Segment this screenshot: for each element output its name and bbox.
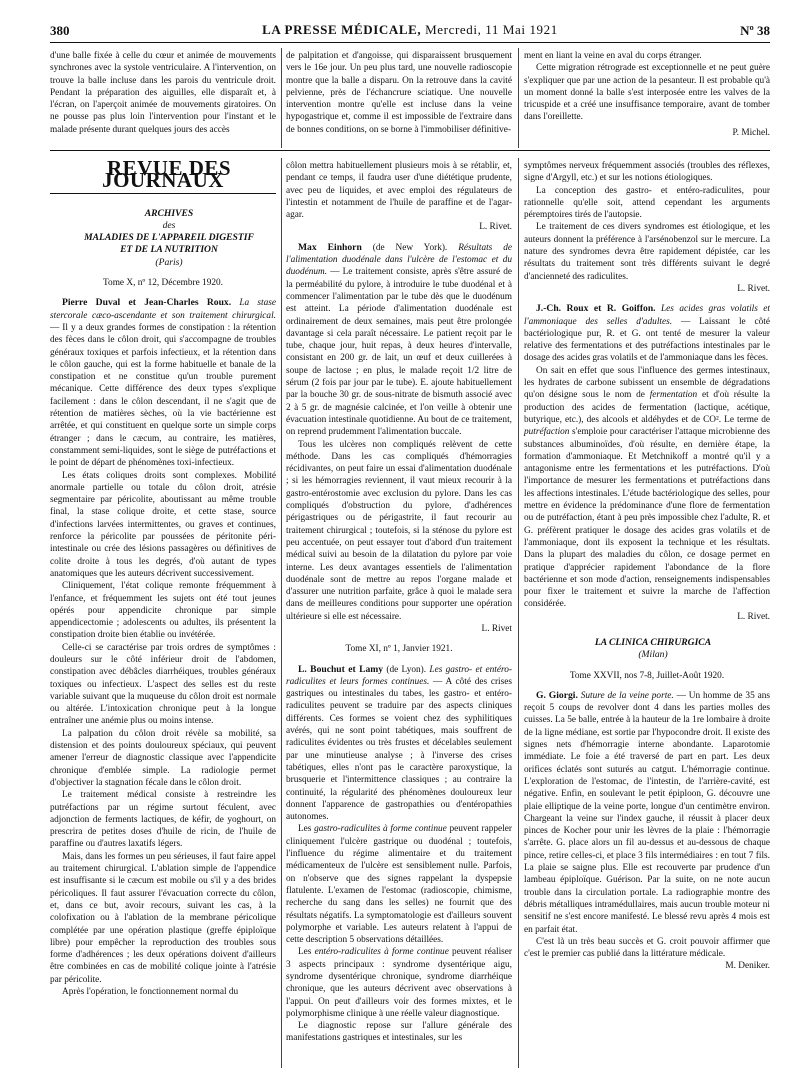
signature-rivet: L. Rivet. [737, 283, 770, 294]
column-rule [518, 48, 519, 148]
signature-michel: P. Michel. [732, 127, 770, 138]
top-text-2: de palpitation et d'angoisse, qui disparaissent brusquement vers le 16e jour. Un peu plus tard, une nouvelle radioscopie montre que la balle a disparu. On la retrouve dans la cavité pelvienne, près de l'échancrure sciatique. Une nouvelle intervention montre qu'elle est incluse dans la veine hypogastrique et, comme il est impossible de l'extraire dans de bonnes conditions, on se borne à l'immobiliser définitive- [286, 51, 512, 135]
tome-line: Tome X, nº 12, Décembre 1920. [103, 278, 223, 289]
article-authors: G. Giorgi. [536, 689, 578, 701]
article-title: La stase stercorale cæco-ascendante et son traitement chirurgical. [50, 298, 276, 321]
article-paragraph: Max Einhorn (de New York). Résultats de l'alimentation duodénale dans l'ulcère de l'estomac et du duodénum. — Le traitement consiste, après s'être assuré de la perméabilité du pylore, à introduire le tube duodénal et à commencer l'alimentation par le tube dès que le duodénum est atteint. La période d'alimentation duodénale est ordinairement de deux semaines, mais peut être prolongée davantage si cela paraît nécessaire. Le patient reçoit par le tube, chaque jour, huit repas, à deux heures d'intervalle, consistant en 200 gr. de lait, un œuf et deux cuillerées à soupe de lactose ; en plus, le malade reçoit 1/2 litre de sérum (2 fois par jour par le tube). E. ajoute habituellement par la bouche 30 gr. de sous-nitrate de bismuth associé avec 2 à 5 gr. de magnésie calcinée, et l'on veille à obtenir une évacuation intestinale quotidienne. Au bout de ce traitement, on reprend prudemment l'alimentation buccale. [286, 241, 513, 438]
signature-rivet: L. Rivet. [479, 222, 512, 233]
journal-city: (Paris) [155, 256, 183, 268]
article-paragraph: Les entéro-radiculites à forme continue peuvent réaliser 3 aspects principaux : syndrome dysentérique aigu, syndrome dysentérique chronique, syndrome diarrhéique chronique, que les auteurs décrivent avec observations à l'appui. On peut d'ailleurs voir des formes mixtes, et le polymorphisme clinique à une réelle valeur diagnostique. [286, 947, 513, 1019]
article-paragraph: Tous les ulcères non compliqués relèvent de cette méthode. Dans les cas compliqués d'hémorragies récidivantes, on peut faire un essai d'alimentation duodénale ; si les hémorragies reviennent, il vaut mieux recourir à la gastro-entérostomie avec exclusion du pylore. Dans les cas compliqués d'obstruction du pylore, d'adhérences périgastriques ou de périgastrite, il faut recourir au traitement chirurgical ; toutefois, si la sténose du pylore est peu accentuée, on peut essayer tout d'abord d'un traitement médical suivi au besoin de la dilatation du pylore par voie interne. Les deux avantages essentiels de l'alimentation duodénale sont de mettre au repos l'organe malade et d'assurer une nutrition parfaite, grâce à quoi le malade sera dans de meilleures conditions pour supporter une opération ultérieure si elle est nécessaire. [286, 439, 512, 622]
journal-heading: LA CLINICA CHIRURGICA [594, 636, 712, 648]
column-rule [281, 48, 282, 148]
article-authors: Max Einhorn [298, 241, 362, 253]
article-paragraph: La conception des gastro- et entéro-radiculites, pour rationnelle qu'elle soit, attend cependant les arguments péremptoires tirés de l'autopsie. [524, 185, 770, 221]
body-column-3 [524, 160, 770, 973]
signature-rivet: L. Rivet. [737, 611, 770, 622]
article-paragraph: G. Giorgi. Suture de la veine porte. — Un homme de 35 ans reçoit 5 coups de revolver dont 4 dans les parties molles des cuisses. La 5e balle, entrée à la hauteur de la 1re lombaire à droite de la ligne médiane, est sortie par l'hypocondre droit. Il existe des signes nets d'hémorragie interne abondante. Laparotomie immédiate. Le foie a été traversé de part en part. Les deux orifices éclatés sont suturés au catgut. L'hémorragie continue. L'exploration de l'estomac, de l'intestin, de l'arrière-cavité, est négative. Enfin, en soulevant le petit épiploon, G. découvre une plaie elliptique de la veine porte, longue d'un centimètre environ. Chargeant la veine sur l'index gauche, il réussit à placer deux pinces de Kocher pour unir les lèvres de la plaie : l'hémorragie s'arrête. G. place alors un fil au-dessus et au-dessous de chaque pince, retire celles-ci, et place 3 fils intermédiaires : en tout 7 fils. La plaie se saigne plus. Elle est recouverte par prudence d'un lambeau épiploïque. Guérison. Par la suite, on ne note aucun trouble dans la circulation portale. La radiographie montre des débris métalliques intramédullaires, mais aucun trouble moteur ni sensitif ne s'est encore manifesté. Le blessé revu après 4 mois est en parfait état. [524, 689, 770, 935]
article-paragraph: Les gastro-radiculites à forme continue peuvent rappeler cliniquement l'ulcère gastrique ou duodénal ; toutefois, l'influence du régime alimentaire et du traitement médicamenteux de l'ulcère est sensiblement nulle. Parfois, on n'observe que des signes rappelant la dyspepsie flatulente. L'examen de l'estomac (radioscopie, chimisme, recherche du sang dans les selles) ne fournit que des résultats négatifs. La symptomatologie est d'ailleurs souvent polymorphe et variable. Les auteurs relatent à l'appui de cette description 5 observations détaillées. [286, 824, 512, 946]
tome-line: Tome XXVII, nos 7-8, Juillet-Août 1920. [569, 670, 725, 681]
article-paragraph: Après l'opération, le fonctionnement normal du [62, 987, 239, 997]
article-paragraph: Cliniquement, l'état colique remonte fréquemment à l'enfance, et fréquemment les sujets ont été tout jeunes opérés pour appendicite chronique par simple appendicectomie ; adolescents ou adultes, ils présentent la constipation droite bien établie ou invétérée. [50, 581, 276, 641]
running-header [50, 20, 770, 43]
tome-line: Tome XI, nº 1, Janvier 1921. [345, 644, 453, 655]
article-paragraph: J.-Ch. Roux et R. Goiffon. Les acides gras volatils et l'ammoniaque des selles d'adultes. — Laissant le côté bactériologique pur, R. et G. ont tenté de mesurer la valeur relative des fermentations et des putréfactions intestinales par le dosage des acides gras volatils et de l'ammoniaque dans les fèces. [524, 303, 771, 364]
article-paragraph: On sait en effet que sous l'influence des germes intestinaux, les hydrates de carbone subissent un ensemble de dégradations qu'on désigne sous le nom de fermentation et d'où résulte la production des acides de fermentation (lactique, acétique, butyrique, etc.), des alcools et aldéhydes et de CO². Le terme de putréfaction s'emploie pour caractériser l'attaque microbienne des substances albuminoïdes, d'où résulte, en dernière étape, la formation d'ammoniaque. Et Metchnikoff a montré qu'il y a antagonisme entre les fermentations et les putréfactions. D'où l'importance de mesurer les fermentations et putréfactions dans les affections intestinales. L'étude bactériologique des selles, pour mettre en évidence la prédominance d'une flore de fermentation ou de putréfaction, étant à peu près impossible chez l'adulte, R. et G. préfèrent pratiquer le dosage des acides gras volatils et de l'ammoniaque, dont ils exposent la technique et les résultats. Dans la plupart des maladies du côlon, ce dosage permet en pratique d'apprécier rapidement l'abondance de la flore bactérienne et son mode d'action, renseignements indispensables pour fixer le traitement et suivre la marche de l'affection considérée. [524, 365, 771, 610]
article-paragraph: Celle-ci se caractérise par trois ordres de symptômes : douleurs sur le côté inférieur droit de l'abdomen, constipation avec débâcles diarrhéiques, troubles généraux toxiques ou infectieux. L'aspect des selles est du reste variable suivant que la muqueuse du côlon droit est normale ou altérée. L'intoxication chronique peut à la longue entraîner une anémie plus ou moins intense. [50, 642, 276, 727]
body-column-1 [50, 158, 276, 998]
top-column-2 [286, 50, 512, 136]
journal-heading-line3: MALADIES DE L'APPAREIL DIGESTIF [84, 232, 254, 244]
article-paragraph: L. Bouchut et Lamy (de Lyon). Les gastro- et entéro-radiculites et leurs formes continues. — A côté des crises gastriques ou intestinales du tabes, les gastro- et entéro-radiculites peuvent se traduire par des aspects cliniques différents. Ces formes se voient chez des syphilitiques avérés, qui ne sont point tabétiques, mais souffrent de radiculites évidentes ou très frustes et décelables seulement par une minutieuse analyse ; à l'inverse des crises tabétiques, elles n'ont pas le caractère paroxystique, la brusquerie et l'intermittence classiques ; au contraire la continuité, la régularité des phénomènes douloureux leur donnent l'apparence de gastropathies ou d'entéropathies autonomes. [286, 663, 513, 823]
section-title: REVUE DES JOURNAUX [102, 156, 232, 193]
top-text-3a: ment en liant la veine en aval du corps étranger. [524, 51, 702, 61]
article-title: Résultats de l'alimentation duodénale dans l'ulcère de l'estomac et du duodénum. [286, 242, 512, 278]
article-title: Les gastro- et entéro-radiculites et leurs formes continues. [286, 664, 512, 687]
article-title: Suture de la veine porte. [580, 690, 674, 701]
page-number: 380 [50, 23, 70, 38]
article-paragraph: La palpation du côlon droit révèle sa mobilité, sa distension et des points douloureux spéciaux, qui peuvent amener l'erreur de diagnostic classique avec l'appendicite chronique d'emblée simple. La radiologie permet d'objectiver la stagnation fécale dans le côlon droit. [50, 728, 276, 788]
body-column-2 [286, 160, 512, 1045]
article-authors: Pierre Duval et Jean-Charles Roux. [62, 297, 232, 309]
journal-city: (Milan) [638, 649, 668, 661]
article-title: Les acides gras volatils et l'ammoniaque des selles d'adultes. [524, 304, 771, 327]
column-rule [518, 158, 519, 1068]
issue-date: Mercredi, 11 Mai 1921 [425, 22, 558, 37]
signature-deniker: M. Deniker. [725, 961, 770, 972]
article-authors: J.-Ch. Roux et R. Goiffon. [536, 303, 656, 315]
top-column-1 [50, 50, 276, 136]
article-paragraph: Mais, dans les formes un peu sérieuses, il faut faire appel au traitement chirurgical. L'ablation simple de l'appendice est insuffisante si le cæcum est mobile ou s'il y a des brides péricoliques. Il faut assurer l'évacuation correcte du côlon, et, dans ce but, avoir recours, suivant les cas, à la colofixation ou à l'ablation de la membrane péricolique complétée par une opération plastique (greffe épiploïque libre) pour empêcher la reproduction des troubles sous forme d'adhérences ; les deux opérations doivent d'ailleurs être combinées en cas de mobilité colique jointe à l'atrésie par péricolite. [50, 851, 276, 985]
top-text-3b: Cette migration rétrograde est exceptionnelle et ne peut guère s'expliquer que par une action de la pesanteur. Il est probable qu'à un moment donné la balle s'est interposée entre les valves de la tricuspide et a créé une insuffisance temporaire, avant de tomber dans l'oreillette. [524, 63, 770, 123]
article-paragraph: Les états coliques droits sont complexes. Mobilité anormale partielle ou totale du côlon droit, atrésie segmentaire par péricolite, aboutissant au même trouble final, la stase colique droite, et cette stase, source d'infections larvées intermittentes, ou graves et continues, renforce la péricolite par poussées de péritonite péri-intestinale ou crée des lésions passagères ou définitives de colite droite à tous les degrés, d'où autant de types anatomiques que les auteurs décrivent successivement. [50, 470, 276, 579]
article-paragraph: Le traitement médical consiste à restreindre les putréfactions par un régime surtout féculent, avec adjonction de ferments lactiques, de kéfir, de yoghourt, on prescrira de petites doses d'huile de ricin, de l'huile de paraffine ou d'autres laxatifs légers. [50, 790, 276, 850]
journal-heading-des: des [162, 219, 176, 231]
revue-heading-box [50, 158, 276, 194]
article-paragraph: symptômes nerveux fréquemment associés (troubles des réflexes, signe d'Argyll, etc.) et sur les notions étiologiques. [524, 161, 770, 184]
section-rule [50, 150, 770, 151]
article-paragraph: Le traitement de ces divers syndromes est étiologique, et les auteurs donnent la préférence à l'arsénobenzol sur le mercure. La nature des syndromes devra être rapidement dépistée, car les résultats du traitement sont très différents suivant le degré d'ancienneté des radiculites. [524, 222, 770, 282]
article-authors: L. Bouchut et Lamy [298, 663, 384, 675]
article-paragraph: C'est là un très beau succès et G. croit pouvoir affirmer que c'est le premier cas publié dans la littérature médicale. [524, 936, 770, 960]
journal-heading-line4: ET DE LA NUTRITION [120, 244, 218, 256]
top-column-3 [524, 50, 770, 139]
signature-rivet: L. Rivet [481, 623, 512, 634]
journal-title [50, 22, 770, 38]
article-paragraph: Le diagnostic repose sur l'allure générale des manifestations gastriques et intestinales, sur les [286, 1021, 512, 1044]
journal-heading: ARCHIVES [144, 207, 194, 219]
article-paragraph: côlon mettra habituellement plusieurs mois à se rétablir, et, pendant ce temps, il faudra user d'une diététique prudente, avec peu de liquides, et avec emploi des régulateurs de l'intestin et notamment de l'huile de paraffine et de l'agar-agar. [286, 161, 512, 221]
top-text-1: d'une balle fixée à celle du cœur et animée de mouvements synchrones avec la systole ventriculaire. A l'intervention, on trouve la balle incluse dans les parois du ventricule droit. Pendant la préparation des aiguilles, elle disparaît et, à l'écran, on l'aperçoit animée de mouvements giratoires. On ne pousse pas plus loin l'intervention pour l'instant et le malade présente durant quelques jours des accès [50, 51, 276, 135]
article-paragraph: Pierre Duval et Jean-Charles Roux. La stase stercorale cæco-ascendante et son traitement chirurgical. — Il y a deux grandes formes de constipation : la rétention des fèces dans le côlon droit, qui s'accompagne de troubles généraux toxiques et parfois infectieux, et la rétention dans le côlon gauche, qui est la forme habituelle et banale de la constipation et ne constitue qu'un trouble purement mécanique. Cette différence des deux types s'explique facilement : dans le côlon descendant, il ne s'agit que de rétention de matières sèches, où la vie bactérienne est arrêtée, et qui constituent en quelque sorte un simple corps étranger ; dans le cæcum, au contraire, les matières, constamment semi-liquides, sont le siège de putréfactions et le point de départ de phénomènes toxi-infectieux. [50, 297, 276, 469]
journal-name: LA PRESSE MÉDICALE, [262, 22, 422, 37]
column-rule [281, 158, 282, 1068]
issue-number: Nº 38 [740, 23, 770, 38]
